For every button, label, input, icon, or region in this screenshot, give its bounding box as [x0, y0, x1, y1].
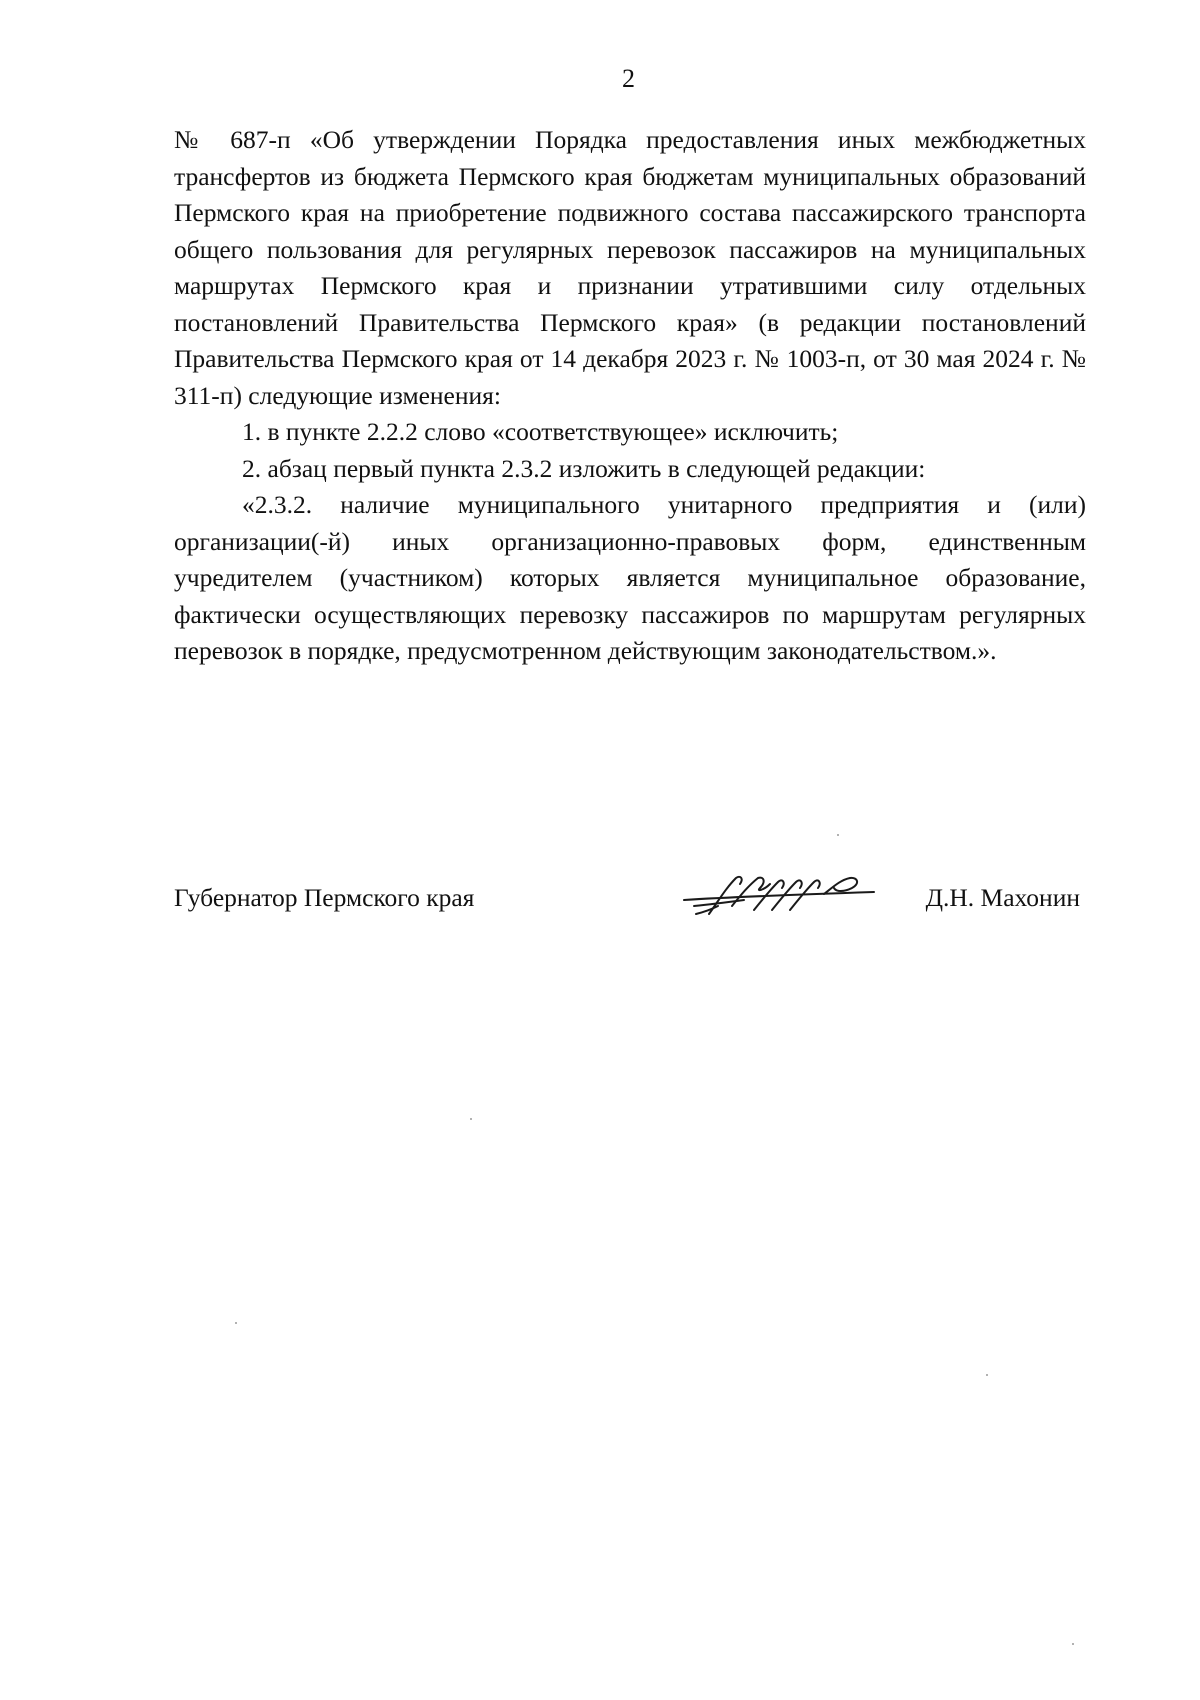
paragraph-item-2: 2. абзац первый пункта 2.3.2 изложить в следующей редакции:: [242, 453, 926, 483]
page-number: 2: [622, 64, 635, 93]
signature-block: [174, 870, 1086, 930]
paragraph-new-wording: «2.3.2. наличие муниципального унитарного предприятия и (или) организации(-й) иных организационно-правовых форм, единственным учредителем (участником) которых является муниципальное образование, фактически осуществляющих перевозку пассажиров по маршрутам регулярных перевозок в порядке, предусмотренном действующим законодательством.».: [174, 490, 1086, 665]
signatory-title: Губернатор Пермского края: [174, 883, 475, 912]
scan-speck: [235, 1322, 237, 1324]
handwritten-signature: [674, 870, 884, 920]
paragraph-item-1: 1. в пункте 2.2.2 слово «соответствующее» исключить;: [242, 417, 839, 446]
signatory-name: Д.Н. Махонин: [925, 883, 1080, 912]
scan-speck: [837, 834, 839, 836]
scan-speck: [470, 1118, 472, 1120]
scan-speck: [986, 1374, 988, 1376]
paragraph-preamble: № 687-п «Об утверждении Порядка предоставления иных межбюджетных трансфертов из бюджета Пермского края бюджетам муниципальных образований Пермского края на приобретение подвижного состава пассажирского транспорта общего пользования для регулярных перевозок пассажиров на муниципальных маршрутах Пермского края и признании утратившими силу отдельных постановлений Правительства Пермского края» (в редакции постановлений Правительства Пермского края от 14 декабря 2023 г. № 1003-п, от 30 мая 2024 г. № 311-п) следующие изменения:: [174, 125, 1086, 410]
scan-speck: [1072, 1643, 1074, 1645]
document-body: [174, 122, 1086, 670]
